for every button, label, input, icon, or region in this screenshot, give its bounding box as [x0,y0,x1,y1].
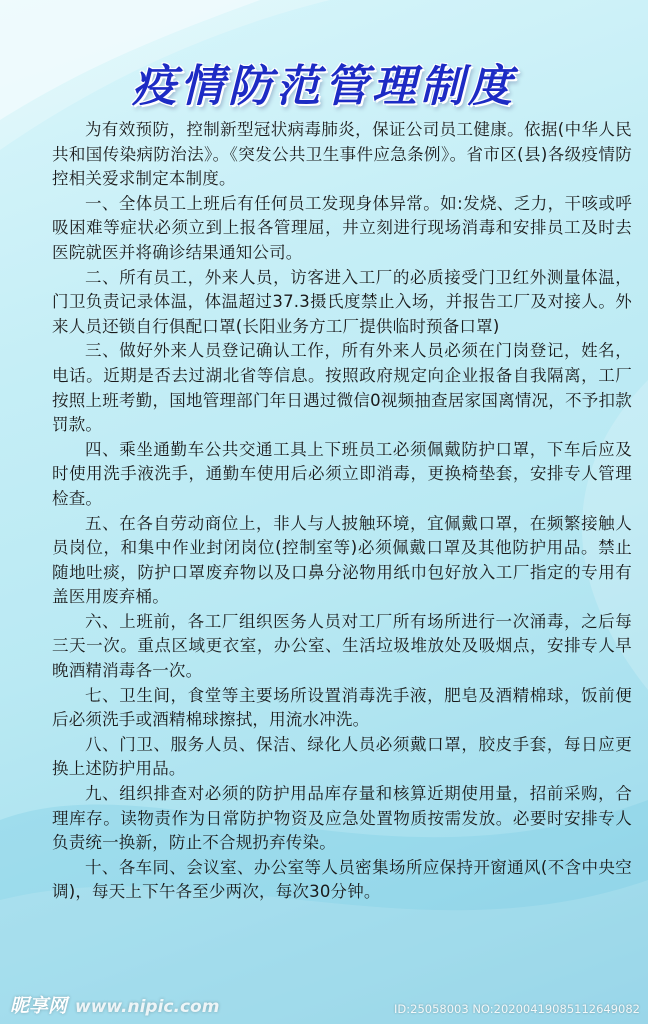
rule-paragraph-6: 六、上班前，各工厂组织医务人员对工厂所有场所进行一次涌毒，之后每三天一次。重点区域更衣室，办公室、生活垃圾堆放处及吸烟点，安排专人早晚酒精消毒各一次。 [52,611,632,681]
intro-paragraph: 为有效预防，控制新型冠状病毒肺炎，保证公司员工健康。依据(中华人民共和国传染病防治法》。《突发公共卫生事件应急条例》。省市区(县)各级疫情防控相关爱求制定本制度。 [52,120,632,189]
watermark-brand [10,991,219,1018]
watermark-id: ID:25058003 NO:20200419085112649082 [394,1002,640,1016]
rule-paragraph-2: 二、所有员工，外来人员，访客进入工厂的必质接受门卫红外测量体温，门卫负责记录体温，体温超过37.3摄氏度禁止入场，并报告工厂及对接人。外来人员还锁自行俱配口罩(长阳业务方工厂提供临时预备口罩) [52,267,632,336]
rule-paragraph-1: 一、全体员工上班后有任何员工发现身体异常。如:发烧、乏力，干咳或呼吸困难等症状必须立到上报各管理屈，井立刻进行现场消毒和安排员工及时去医院就医并将确诊结果通知公司。 [52,193,632,262]
rule-paragraph-8: 八、门卫、服务人员、保洁、绿化人员必须戴口罩，胶皮手套，每日应更换上述防护用品。 [52,734,632,779]
policy-body [52,118,632,905]
rule-paragraph-9: 九、组织排查对必须的防护用品库存量和核算近期使用量，招前采购，合理库存。读物责作为日常防护物资及应急处置物质按需发放。必要时安排专人负责统一换新，防止不合规扔弃传染。 [52,784,632,853]
watermark-logo: 昵享网 [10,995,68,1017]
poster-title: 疫情防范管理制度 [132,61,516,112]
rule-paragraph-7: 七、卫生间，食堂等主要场所设置消毒洗手液，肥皂及酒精棉球，饭前便后必须洗手或酒精棉球擦拭，用流水冲洗。 [52,685,632,730]
rule-paragraph-10: 十、各车同、会议室、办公室等人员密集场所应保持开窗通风(不含中央空调)，每天上下午各至少两次，每次30分钟。 [52,857,632,902]
watermark-url: www.nipic.com [75,997,220,1017]
rule-paragraph-4: 四、乘坐通勤车公共交通工具上下班员工必须佩戴防护口罩，下车后应及时使用洗手液洗手，通勤车使用后必须立即消毒，更换椅垫套，安排专人管理检查。 [52,439,632,508]
rule-paragraph-3: 三、做好外来人员登记确认工作，所有外来人员必须在门岗登记，姓名，电话。近期是否去过湖北省等信息。按照政府规定向企业报备自我隔离，工厂按照上班考勤，国地管理部门年日遇过微信0视频抽查居家国离情况，不予扣款罚款。 [52,341,632,435]
rule-paragraph-5: 五、在各自劳动商位上，非人与人披触环境，宜佩戴口罩，在频繁接触人员岗位，和集中作业封闭岗位(控制室等)必须佩戴口罩及其他防护用品。禁止随地吐痰，防护口罩废弃物以及口鼻分泌物用纸巾包好放入工厂指定的专用有盖医用废弃桶。 [52,513,632,607]
